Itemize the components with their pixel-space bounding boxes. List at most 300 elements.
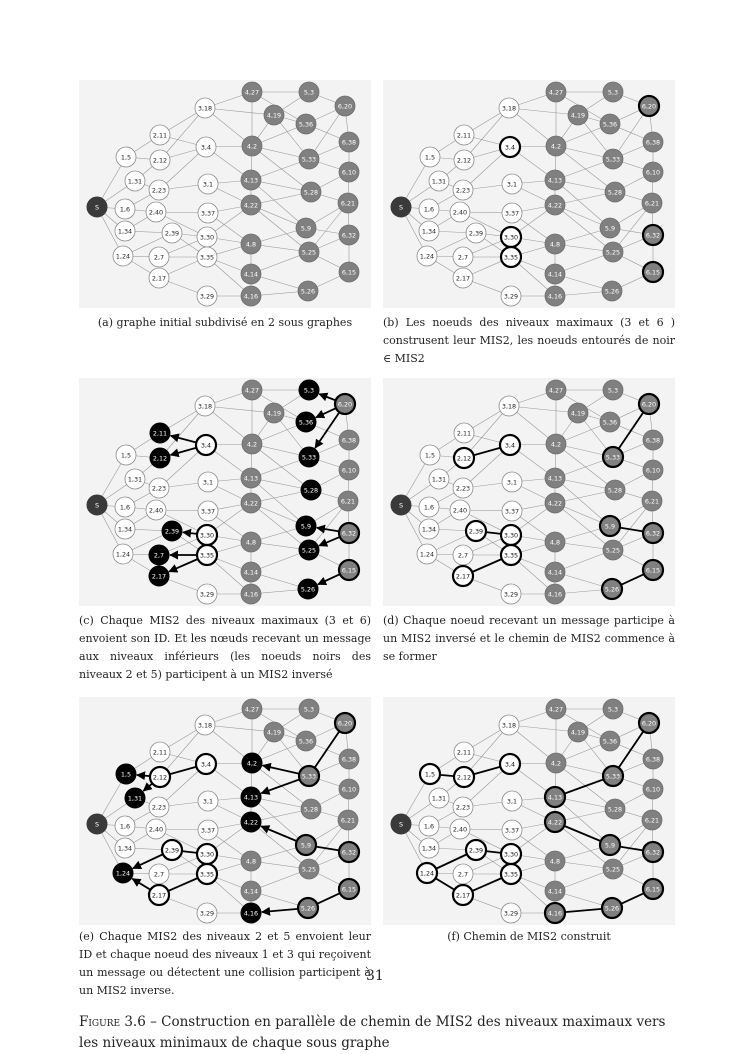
svg-text:1,5: 1,5 (120, 451, 132, 460)
edge (509, 108, 578, 115)
node-2-7 (149, 247, 169, 267)
svg-text:2,40: 2,40 (452, 825, 468, 834)
svg-text:5,33: 5,33 (301, 155, 317, 164)
svg-text:6,21: 6,21 (644, 816, 660, 825)
node-4-8 (241, 532, 261, 552)
node-5-3 (603, 82, 623, 102)
node-6-15 (339, 262, 359, 282)
node-3-35 (197, 864, 217, 884)
node-6-32 (339, 225, 359, 245)
node-3-1 (502, 791, 522, 811)
svg-text:2,39: 2,39 (468, 229, 484, 238)
node-2-17 (149, 885, 169, 905)
svg-text:3,1: 3,1 (202, 478, 214, 487)
panel-d (383, 378, 675, 606)
svg-text:5,25: 5,25 (605, 248, 621, 257)
svg-text:5,33: 5,33 (605, 155, 621, 164)
svg-text:5,28: 5,28 (303, 188, 319, 197)
node-1-5 (420, 764, 440, 784)
node-5-3 (603, 699, 623, 719)
node-4-2 (546, 753, 566, 773)
node-4-19 (264, 722, 284, 742)
svg-text:4,13: 4,13 (547, 793, 563, 802)
svg-text:4,19: 4,19 (570, 111, 586, 120)
node-4-13 (241, 468, 261, 488)
path-edge (472, 559, 502, 572)
message-arrow (315, 412, 339, 448)
node-3-35 (197, 247, 217, 267)
svg-text:1,5: 1,5 (120, 770, 132, 779)
node-S (391, 197, 411, 217)
node-6-21 (338, 491, 358, 511)
node-3-1 (198, 472, 218, 492)
svg-text:4,8: 4,8 (245, 857, 257, 866)
message-arrow (263, 765, 300, 773)
svg-text:5,9: 5,9 (604, 522, 616, 531)
node-4-22 (545, 812, 565, 832)
svg-text:6,38: 6,38 (341, 138, 357, 147)
node-2-23 (149, 478, 169, 498)
svg-text:5,28: 5,28 (303, 486, 319, 495)
svg-text:3,18: 3,18 (501, 402, 517, 411)
svg-text:1,34: 1,34 (421, 227, 437, 236)
svg-text:3,35: 3,35 (199, 253, 215, 262)
node-4-13 (241, 170, 261, 190)
svg-text:3,29: 3,29 (199, 292, 215, 301)
svg-text:4,16: 4,16 (547, 909, 563, 918)
node-6-21 (642, 491, 662, 511)
node-3-4 (500, 435, 520, 455)
node-4-27 (546, 699, 566, 719)
svg-text:2,17: 2,17 (455, 891, 471, 900)
node-2-7 (149, 864, 169, 884)
svg-text:5,3: 5,3 (607, 386, 619, 395)
svg-text:2,40: 2,40 (148, 208, 164, 217)
svg-text:5,28: 5,28 (607, 486, 623, 495)
svg-text:3,29: 3,29 (503, 590, 519, 599)
svg-text:1,24: 1,24 (419, 252, 435, 261)
path-edge (472, 878, 502, 891)
node-4-22 (545, 195, 565, 215)
svg-text:1,6: 1,6 (119, 822, 131, 831)
node-6-38 (643, 430, 663, 450)
node-2-39 (162, 840, 182, 860)
svg-text:5,28: 5,28 (303, 805, 319, 814)
edge (205, 108, 274, 115)
node-5-36 (296, 731, 316, 751)
node-S (391, 814, 411, 834)
svg-text:1,5: 1,5 (424, 153, 436, 162)
svg-text:4,8: 4,8 (549, 857, 561, 866)
svg-text:6,21: 6,21 (340, 816, 356, 825)
svg-text:2,7: 2,7 (457, 870, 469, 879)
path-edge (619, 412, 644, 448)
svg-text:4,16: 4,16 (547, 590, 563, 599)
svg-text:4,19: 4,19 (266, 728, 282, 737)
svg-text:1,31: 1,31 (127, 794, 143, 803)
node-4-27 (242, 699, 262, 719)
svg-text:4,27: 4,27 (548, 386, 564, 395)
node-4-19 (568, 403, 588, 423)
node-4-19 (264, 105, 284, 125)
node-4-27 (242, 82, 262, 102)
svg-text:2,40: 2,40 (452, 506, 468, 515)
svg-text:5,25: 5,25 (301, 546, 317, 555)
node-3-35 (501, 864, 521, 884)
node-1-6 (115, 816, 135, 836)
node-1-34 (115, 221, 135, 241)
svg-text:2,11: 2,11 (152, 429, 168, 438)
node-2-40 (146, 500, 166, 520)
node-4-14 (545, 881, 565, 901)
node-2-17 (453, 885, 473, 905)
node-2-39 (466, 223, 486, 243)
svg-text:2,7: 2,7 (457, 551, 469, 560)
node-4-2 (242, 753, 262, 773)
svg-text:6,21: 6,21 (644, 199, 660, 208)
node-1-31 (125, 171, 145, 191)
node-6-38 (643, 132, 663, 152)
svg-text:5,33: 5,33 (301, 453, 317, 462)
node-5-33 (603, 447, 623, 467)
node-5-9 (296, 218, 316, 238)
message-arrow (316, 408, 336, 417)
svg-text:2,23: 2,23 (151, 484, 167, 493)
node-2-39 (162, 521, 182, 541)
svg-text:1,31: 1,31 (431, 177, 447, 186)
path-edge (474, 448, 501, 456)
svg-text:3,18: 3,18 (501, 104, 517, 113)
message-arrow (261, 779, 299, 793)
node-4-13 (241, 787, 261, 807)
svg-text:1,31: 1,31 (127, 475, 143, 484)
svg-text:5,36: 5,36 (602, 418, 618, 427)
node-1-34 (419, 221, 439, 241)
graph-a (79, 80, 371, 308)
node-5-9 (600, 218, 620, 238)
svg-text:4,13: 4,13 (243, 474, 259, 483)
node-2-12 (150, 448, 170, 468)
svg-text:4,22: 4,22 (547, 499, 563, 508)
svg-text:4,13: 4,13 (547, 474, 563, 483)
node-5-36 (600, 412, 620, 432)
edge (509, 406, 578, 413)
svg-text:4,19: 4,19 (266, 409, 282, 418)
node-6-15 (643, 879, 663, 899)
path-edge (564, 779, 603, 793)
svg-text:4,27: 4,27 (244, 88, 260, 97)
node-5-28 (605, 480, 625, 500)
node-4-14 (241, 562, 261, 582)
node-3-30 (197, 227, 217, 247)
node-S (87, 814, 107, 834)
path-edge (317, 893, 340, 904)
node-2-17 (453, 566, 473, 586)
svg-text:6,38: 6,38 (341, 436, 357, 445)
path-edge (316, 847, 339, 851)
svg-text:5,26: 5,26 (300, 904, 316, 913)
node-4-8 (545, 234, 565, 254)
node-5-28 (301, 182, 321, 202)
node-3-30 (197, 525, 217, 545)
svg-text:4,19: 4,19 (266, 111, 282, 120)
svg-text:5,33: 5,33 (605, 453, 621, 462)
svg-text:4,14: 4,14 (243, 568, 259, 577)
graph-b (383, 80, 675, 308)
svg-text:4,2: 4,2 (246, 440, 258, 449)
node-1-24 (113, 544, 133, 564)
node-2-39 (466, 840, 486, 860)
svg-text:5,26: 5,26 (604, 585, 620, 594)
node-4-14 (241, 881, 261, 901)
message-arrow (171, 448, 197, 455)
svg-text:4,8: 4,8 (245, 240, 257, 249)
svg-text:5,9: 5,9 (604, 224, 616, 233)
svg-text:2,12: 2,12 (152, 773, 168, 782)
node-2-40 (146, 202, 166, 222)
node-6-10 (339, 779, 359, 799)
node-6-32 (643, 842, 663, 862)
node-1-31 (429, 788, 449, 808)
svg-text:6,20: 6,20 (337, 719, 353, 728)
svg-text:2,17: 2,17 (151, 274, 167, 283)
node-1-34 (115, 838, 135, 858)
svg-text:S: S (94, 203, 100, 212)
svg-text:6,10: 6,10 (645, 785, 661, 794)
svg-text:5,3: 5,3 (303, 386, 315, 395)
svg-text:6,10: 6,10 (341, 168, 357, 177)
svg-text:5,25: 5,25 (301, 248, 317, 257)
svg-text:4,16: 4,16 (243, 909, 259, 918)
node-4-16 (241, 584, 261, 604)
svg-text:5,36: 5,36 (298, 737, 314, 746)
svg-text:5,26: 5,26 (604, 287, 620, 296)
svg-text:3,18: 3,18 (197, 104, 213, 113)
svg-text:2,23: 2,23 (455, 484, 471, 493)
svg-text:2,12: 2,12 (152, 454, 168, 463)
svg-text:3,30: 3,30 (503, 233, 519, 242)
svg-text:3,35: 3,35 (503, 870, 519, 879)
svg-text:4,13: 4,13 (243, 793, 259, 802)
node-4-22 (241, 493, 261, 513)
svg-text:4,14: 4,14 (547, 887, 563, 896)
node-2-7 (453, 545, 473, 565)
svg-text:3,30: 3,30 (503, 531, 519, 540)
node-3-29 (501, 584, 521, 604)
node-3-1 (198, 791, 218, 811)
node-1-34 (419, 519, 439, 539)
svg-text:6,38: 6,38 (645, 138, 661, 147)
node-2-17 (149, 268, 169, 288)
svg-text:3,1: 3,1 (202, 797, 214, 806)
svg-text:5,25: 5,25 (605, 546, 621, 555)
graph-e (79, 697, 371, 925)
svg-text:5,3: 5,3 (607, 88, 619, 97)
node-4-13 (545, 787, 565, 807)
svg-text:2,17: 2,17 (455, 274, 471, 283)
node-3-1 (502, 174, 522, 194)
svg-text:S: S (94, 501, 100, 510)
node-5-33 (299, 447, 319, 467)
panel-a (79, 80, 371, 308)
message-arrow (183, 532, 197, 534)
node-6-20 (335, 394, 355, 414)
node-1-24 (417, 544, 437, 564)
node-3-35 (501, 247, 521, 267)
svg-text:S: S (398, 820, 404, 829)
svg-text:1,31: 1,31 (127, 177, 143, 186)
node-5-26 (602, 898, 622, 918)
svg-text:3,37: 3,37 (504, 209, 520, 218)
node-3-18 (499, 396, 519, 416)
svg-text:4,27: 4,27 (548, 88, 564, 97)
svg-text:1,24: 1,24 (419, 550, 435, 559)
node-4-16 (241, 903, 261, 923)
node-3-1 (198, 174, 218, 194)
svg-text:2,39: 2,39 (164, 846, 180, 855)
panel-c (79, 378, 371, 606)
node-5-9 (600, 516, 620, 536)
svg-text:3,37: 3,37 (200, 507, 216, 516)
svg-text:4,2: 4,2 (246, 759, 258, 768)
svg-text:4,14: 4,14 (547, 270, 563, 279)
node-4-13 (545, 170, 565, 190)
svg-text:6,32: 6,32 (341, 848, 357, 857)
svg-text:1,31: 1,31 (431, 475, 447, 484)
message-arrow (317, 528, 339, 532)
svg-text:2,11: 2,11 (456, 748, 472, 757)
node-5-25 (603, 242, 623, 262)
svg-text:3,30: 3,30 (503, 850, 519, 859)
svg-text:4,27: 4,27 (548, 705, 564, 714)
message-arrow (318, 574, 340, 584)
path-edge (182, 851, 197, 853)
node-6-32 (643, 523, 663, 543)
node-6-21 (338, 810, 358, 830)
svg-text:4,19: 4,19 (570, 728, 586, 737)
node-1-6 (419, 199, 439, 219)
svg-text:6,20: 6,20 (337, 400, 353, 409)
node-3-18 (195, 715, 215, 735)
svg-text:1,5: 1,5 (120, 153, 132, 162)
svg-text:2,12: 2,12 (456, 156, 472, 165)
node-2-40 (146, 819, 166, 839)
message-arrow (169, 559, 198, 572)
node-2-23 (149, 180, 169, 200)
svg-text:1,34: 1,34 (117, 844, 133, 853)
svg-text:5,25: 5,25 (301, 865, 317, 874)
svg-text:1,31: 1,31 (431, 794, 447, 803)
node-2-12 (454, 767, 474, 787)
svg-text:2,40: 2,40 (148, 506, 164, 515)
node-2-23 (149, 797, 169, 817)
svg-text:1,6: 1,6 (423, 205, 435, 214)
svg-text:6,10: 6,10 (341, 785, 357, 794)
svg-text:4,16: 4,16 (547, 292, 563, 301)
svg-text:S: S (94, 820, 100, 829)
svg-text:3,1: 3,1 (506, 478, 518, 487)
svg-text:5,36: 5,36 (602, 120, 618, 129)
node-2-7 (149, 545, 169, 565)
node-2-11 (150, 423, 170, 443)
node-5-3 (603, 380, 623, 400)
svg-text:1,24: 1,24 (115, 869, 131, 878)
path-edge (315, 731, 340, 767)
node-4-19 (568, 105, 588, 125)
node-5-33 (603, 149, 623, 169)
node-3-37 (502, 203, 522, 223)
path-edge (619, 731, 644, 767)
edge (205, 406, 274, 413)
figure-caption (79, 1012, 674, 1054)
caption-d: (d) Chaque noeud recevant un message participe à un MIS2 inversé et le chemin de MIS2 commence à se former (383, 614, 675, 663)
node-2-17 (149, 566, 169, 586)
svg-text:1,5: 1,5 (424, 451, 436, 460)
svg-text:4,22: 4,22 (243, 201, 259, 210)
node-3-18 (499, 98, 519, 118)
caption-a: (a) graphe initial subdivisé en 2 sous graphes (97, 316, 353, 329)
svg-text:3,37: 3,37 (200, 826, 216, 835)
svg-text:4,2: 4,2 (246, 142, 258, 151)
svg-text:2,17: 2,17 (151, 572, 167, 581)
node-3-37 (502, 501, 522, 521)
svg-text:2,11: 2,11 (152, 131, 168, 140)
node-2-7 (453, 247, 473, 267)
node-2-12 (454, 150, 474, 170)
node-6-15 (643, 560, 663, 580)
node-3-18 (195, 98, 215, 118)
svg-text:1,24: 1,24 (419, 869, 435, 878)
svg-text:3,29: 3,29 (199, 590, 215, 599)
node-3-29 (197, 584, 217, 604)
svg-text:5,33: 5,33 (605, 772, 621, 781)
node-3-29 (501, 286, 521, 306)
node-4-2 (546, 434, 566, 454)
caption-e: (e) Chaque MIS2 des niveaux 2 et 5 envoient leur ID et chaque noeud des niveaux 1 et 3 qui reçoivent un message ou détectent une collision participent à un MIS2 inverse. (79, 930, 371, 997)
svg-text:6,38: 6,38 (645, 755, 661, 764)
node-3-4 (500, 137, 520, 157)
node-6-32 (643, 225, 663, 245)
node-1-24 (113, 863, 133, 883)
svg-text:3,4: 3,4 (504, 441, 516, 450)
node-2-12 (150, 150, 170, 170)
node-6-38 (339, 132, 359, 152)
svg-text:3,29: 3,29 (503, 909, 519, 918)
graph-f (383, 697, 675, 925)
svg-text:6,20: 6,20 (641, 719, 657, 728)
node-2-11 (454, 742, 474, 762)
graph-c (79, 378, 371, 606)
node-4-22 (545, 493, 565, 513)
svg-text:1,24: 1,24 (115, 550, 131, 559)
node-1-5 (420, 445, 440, 465)
svg-text:6,15: 6,15 (645, 885, 661, 894)
svg-text:6,20: 6,20 (641, 400, 657, 409)
node-5-9 (296, 516, 316, 536)
node-3-37 (198, 820, 218, 840)
svg-text:6,38: 6,38 (341, 755, 357, 764)
svg-text:4,8: 4,8 (549, 538, 561, 547)
node-5-25 (299, 242, 319, 262)
svg-text:3,18: 3,18 (501, 721, 517, 730)
node-3-30 (197, 844, 217, 864)
svg-text:6,10: 6,10 (341, 466, 357, 475)
svg-text:2,17: 2,17 (455, 572, 471, 581)
svg-text:3,35: 3,35 (199, 551, 215, 560)
node-4-8 (545, 851, 565, 871)
svg-text:3,4: 3,4 (504, 143, 516, 152)
node-4-14 (241, 264, 261, 284)
